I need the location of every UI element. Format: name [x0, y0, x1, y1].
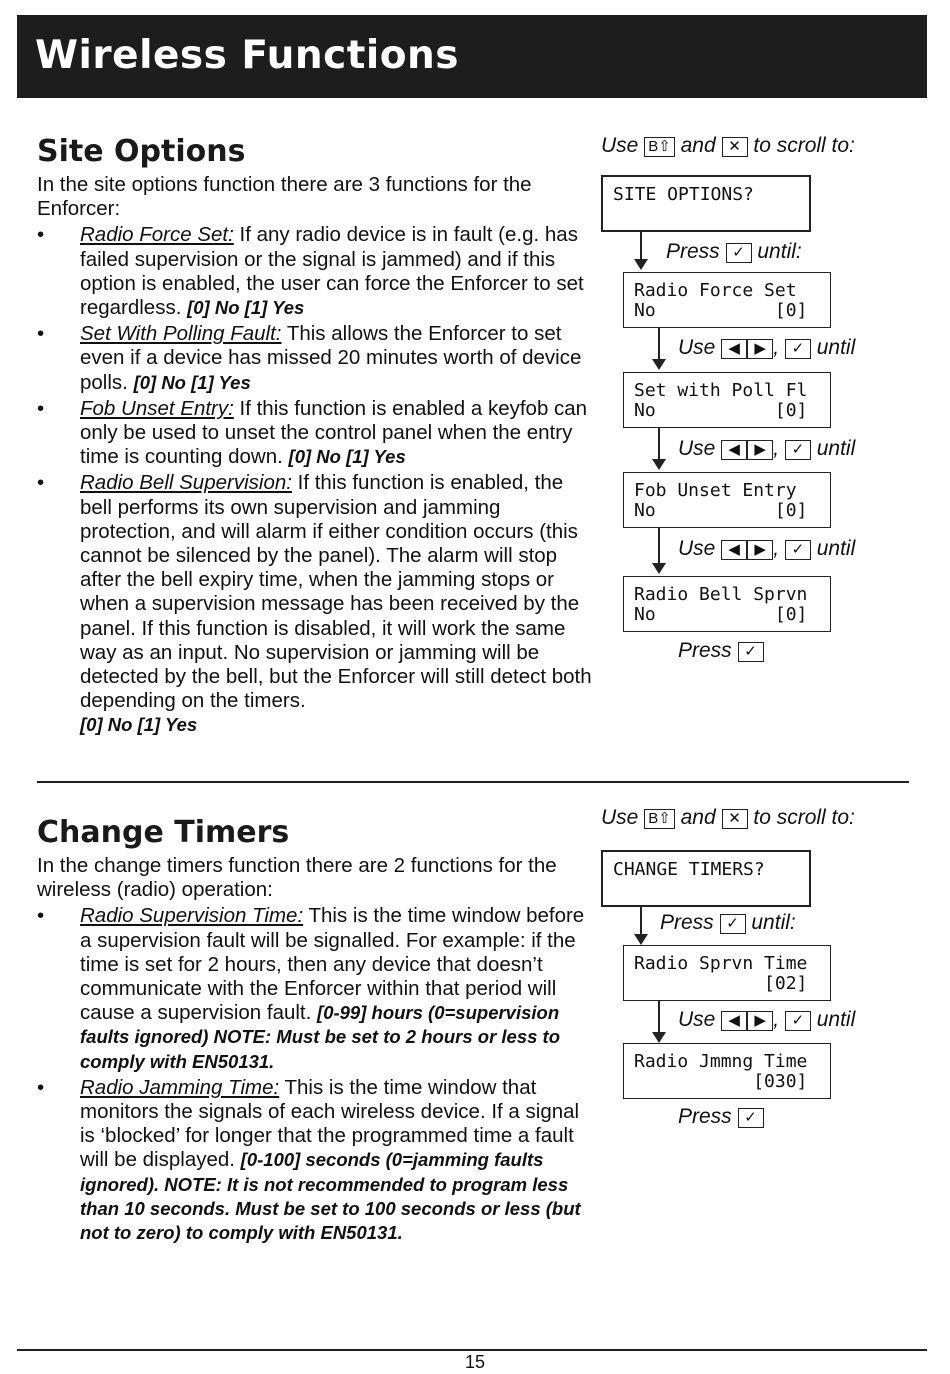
change-timers-intro: In the change timers function there are 2 functions for the wireless (radio) operation: [37, 854, 557, 902]
lcd-change-timers: CHANGE TIMERS? [601, 850, 811, 907]
lcd-site-options: SITE OPTIONS? [601, 175, 811, 232]
press-instruction: Press ✓ [678, 639, 764, 663]
list-item: • Fob Unset Entry: If this function is enabled a keyfob can only be used to unset the control panel when the entry time is counting down. [0] No [1] Yes [37, 396, 588, 469]
item-options: [0] No [1] Yes [80, 714, 198, 736]
check-key-icon: ✓ [785, 339, 811, 359]
x-key-icon: ✕ [722, 137, 748, 157]
left-key-icon: ◀ [721, 339, 747, 359]
site-options-intro: In the site options function there are 3 functions for the Enforcer: [37, 173, 532, 221]
check-key-icon: ✓ [726, 243, 752, 263]
item-body: If any radio device is in fault (e.g. has failed supervision or the signal is jammed) and if this option is enabled, the user can force the Enforcer to set regardless. [80, 223, 584, 320]
check-key-icon: ✓ [785, 1011, 811, 1031]
left-key-icon: ◀ [721, 1011, 747, 1031]
list-item: • Radio Bell Supervision: If this function is enabled, the bell performs its own supervision and jamming protection, and will alarm if either condition occurs (this cannot be silenced by the panel). The alarm will stop after the bell expiry time, when the jamming stops or when a supervision message has been received by the panel. If this function is disabled, it will work the same way as an input. No supervision or jamming will be detected by the bell, but the Enforcer will still detect both depending on the timers. [0] No [1] Yes [37, 471, 592, 736]
item-term: Radio Supervision Time: [80, 904, 304, 928]
use-until-instruction: Use ◀ ▶ , ✓ until [678, 537, 856, 560]
change-timers-title: Change Timers [37, 815, 290, 850]
lcd-fob-unset-entry: Fob Unset Entry No [0] [623, 472, 831, 528]
item-body: If this function is enabled, the bell performs its own supervision and jamming protection, and will alarm if either condition occurs (this cannot be silenced by the panel). The alarm will stop after the bell expiry time, when the jamming stops or when a supervision message has been received by the panel. If this function is disabled, it will work the same way as an input. No supervision or jamming will be detected by the bell, but the Enforcer will still detect both depending on the timers. [80, 471, 592, 713]
down-arrow-icon [640, 907, 642, 943]
lcd-radio-force-set: Radio Force Set No [0] [623, 272, 831, 328]
b-key-icon: B⇧ [644, 809, 675, 829]
item-term: Radio Bell Supervision: [80, 471, 292, 495]
check-key-icon: ✓ [720, 914, 746, 934]
item-body: If this function is enabled a keyfob can only be used to unset the control panel when the entry time is counting down. [80, 396, 588, 469]
page-number: 15 [464, 1352, 486, 1372]
check-key-icon: ✓ [785, 540, 811, 560]
check-key-icon: ✓ [785, 440, 811, 460]
x-key-icon: ✕ [722, 809, 748, 829]
item-options: [0-100] seconds (0=jamming faults ignored). NOTE: It is not recommended to program less than 10 seconds. Must be set to 100 seconds or less (but not to zero) to comply with EN50131. [80, 1149, 581, 1244]
down-arrow-icon [658, 1001, 660, 1041]
footer-divider [17, 1349, 927, 1351]
lcd-radio-sprvn-time: Radio Sprvn Time [02] [623, 945, 831, 1001]
left-key-icon: ◀ [721, 440, 747, 460]
item-term: Radio Force Set: [80, 223, 234, 247]
right-key-icon: ▶ [747, 440, 773, 460]
check-key-icon: ✓ [738, 642, 764, 662]
right-key-icon: ▶ [747, 1011, 773, 1031]
lcd-radio-bell-sprvn: Radio Bell Sprvn No [0] [623, 576, 831, 632]
lcd-radio-jmmng-time: Radio Jmmng Time [030] [623, 1043, 831, 1099]
check-key-icon: ✓ [738, 1108, 764, 1128]
page-title: Wireless Functions [35, 33, 460, 78]
use-until-instruction: Use ◀ ▶ , ✓ until [678, 336, 856, 359]
item-options: [0] No [1] Yes [288, 446, 406, 468]
lcd-set-with-poll-fault: Set with Poll Fl No [0] [623, 372, 831, 428]
site-options-title: Site Options [37, 134, 246, 169]
list-item: • Radio Force Set: If any radio device is in fault (e.g. has failed supervision or the signal is jammed) and if this option is enabled, the user can force the Enforcer to set regardless. [0] No [1] Yes [37, 223, 584, 320]
left-key-icon: ◀ [721, 540, 747, 560]
item-term: Fob Unset Entry: [80, 396, 234, 420]
list-item: • Radio Jamming Time: This is the time window that monitors the signals of each wireless device. If a signal is ‘blocked’ for longer that the programmed time a fault will be displayed. [0-100] seconds (0=jamming faults ignored). NOTE: It is not recommended to program less than 10 seconds. Must be set to 100 seconds or less (but not to zero) to comply with EN50131. [37, 1075, 581, 1244]
item-options: [0] No [1] Yes [187, 297, 305, 319]
item-options: [0-99] hours (0=supervision faults ignored) NOTE: Must be set to 2 hours or less to comply with EN50131. [80, 1002, 561, 1072]
item-body: This is the time window before a supervision fault will be signalled. For example: if the time is set for 2 hours, then any device that doesn’t communicate with the Enforcer within that period will cause a supervision fault. [80, 904, 585, 1025]
item-options: [0] No [1] Yes [133, 371, 251, 393]
list-item: • Radio Supervision Time: This is the time window before a supervision fault will be signalled. For example: if the time is set for 2 hours, then any device that doesn’t communicate with the Enforcer within that period will cause a supervision fault. [0-99] hours (0=supervision faults ignored) NOTE: Must be set to 2 hours or less to comply with EN50131. [37, 904, 585, 1072]
list-item: • Set With Polling Fault: This allows the Enforcer to set even if a device has missed 20 minutes worth of device polls. [0] No [1] Yes [37, 322, 582, 394]
right-key-icon: ▶ [747, 339, 773, 359]
item-term: Set With Polling Fault: [80, 322, 282, 346]
press-until-instruction: Press ✓ until: [666, 240, 802, 263]
press-instruction: Press ✓ [678, 1105, 764, 1129]
use-until-instruction: Use ◀ ▶ , ✓ until [678, 437, 856, 460]
item-body: This is the time window that monitors the signals of each wireless device. If a signal is ‘blocked’ for longer that the programmed time a fault will be displayed. [80, 1075, 580, 1172]
scroll-instruction: Use B⇧ and ✕ to scroll to: [601, 134, 855, 157]
press-until-instruction: Press ✓ until: [660, 911, 796, 934]
use-until-instruction: Use ◀ ▶ , ✓ until [678, 1008, 856, 1031]
scroll-instruction: Use B⇧ and ✕ to scroll to: [601, 806, 855, 829]
right-key-icon: ▶ [747, 540, 773, 560]
b-key-icon: B⇧ [644, 137, 675, 157]
item-term: Radio Jamming Time: [80, 1075, 280, 1099]
item-body: This allows the Enforcer to set even if a device has missed 20 minutes worth of device polls. [80, 322, 582, 394]
